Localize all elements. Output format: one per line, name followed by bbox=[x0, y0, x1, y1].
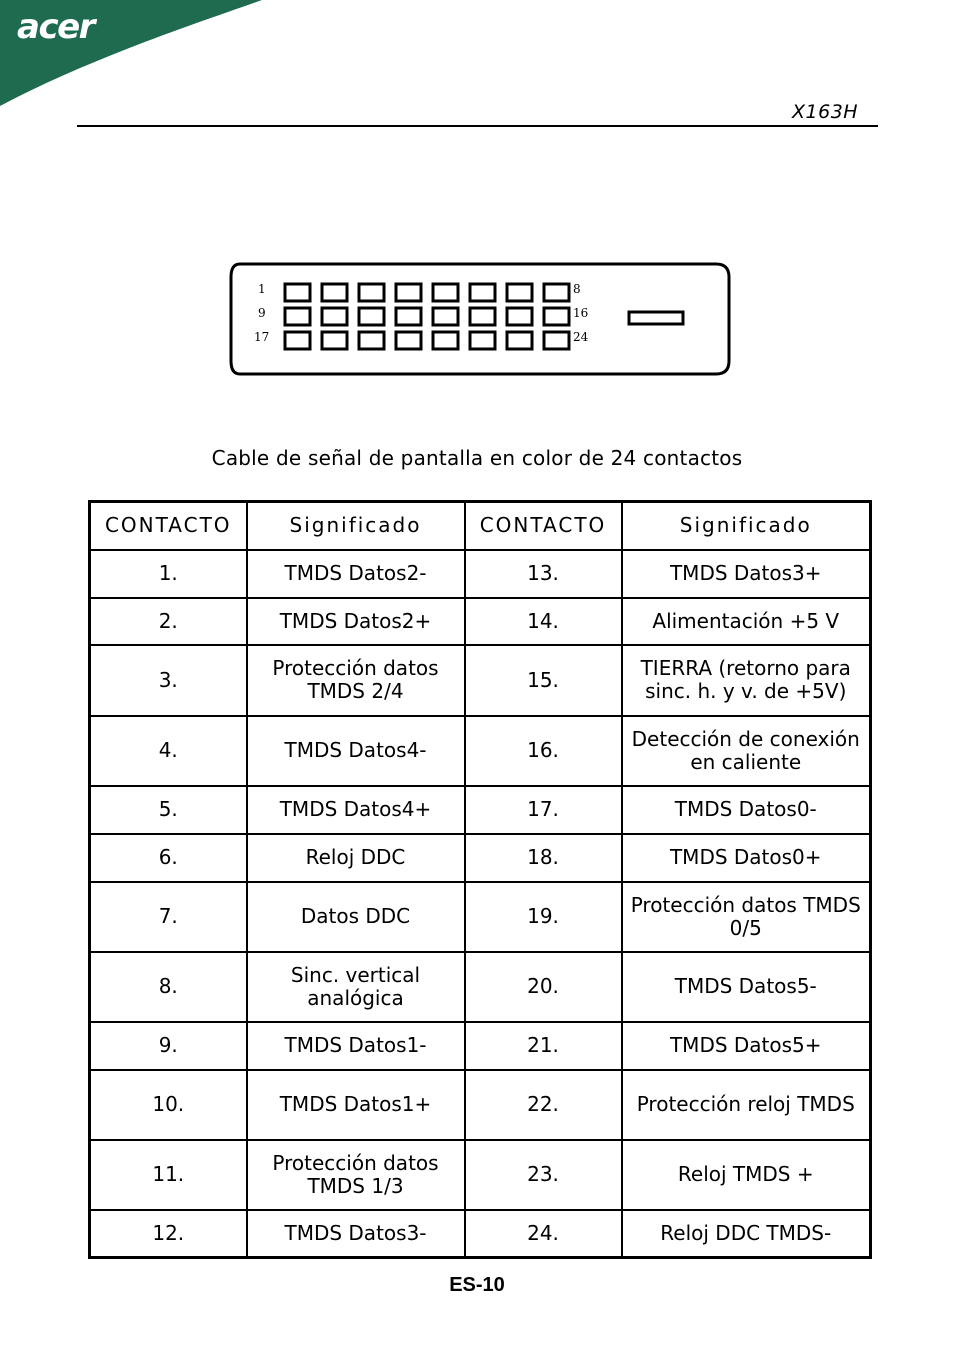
table-row bbox=[90, 1022, 871, 1070]
pin-cell: 13. bbox=[465, 550, 622, 598]
table-row bbox=[90, 598, 871, 645]
pin-label-24: 24 bbox=[573, 330, 589, 344]
signal-cell: TIERRA (retorno para sinc. h. y v. de +5V) bbox=[622, 645, 871, 716]
table-row bbox=[90, 716, 871, 786]
pin-cell: 6. bbox=[90, 834, 247, 882]
pin-contact-23 bbox=[507, 332, 532, 349]
pin-cell: 19. bbox=[465, 882, 622, 952]
pin-label-9: 9 bbox=[258, 306, 266, 320]
pin-contact-5 bbox=[433, 284, 458, 301]
signal-cell: TMDS Datos3+ bbox=[622, 550, 871, 598]
pin-contact-4 bbox=[396, 284, 421, 301]
table-row bbox=[90, 1070, 871, 1140]
signal-cell: TMDS Datos1+ bbox=[247, 1070, 465, 1140]
table-row bbox=[90, 550, 871, 598]
pin-cell: 22. bbox=[465, 1070, 622, 1140]
pin-contact-7 bbox=[507, 284, 532, 301]
pin-contact-16 bbox=[544, 308, 569, 325]
table-header-row bbox=[90, 502, 871, 550]
pin-cell: 4. bbox=[90, 716, 247, 786]
signal-cell: Reloj DDC TMDS- bbox=[622, 1210, 871, 1258]
pin-contact-22 bbox=[470, 332, 495, 349]
page-number: ES-10 bbox=[449, 1274, 505, 1296]
signal-cell: Protección datos TMDS 1/3 bbox=[247, 1140, 465, 1210]
signal-cell: Detección de conexión en caliente bbox=[622, 716, 871, 786]
connector-outline bbox=[231, 264, 729, 374]
pin-label-17: 17 bbox=[254, 330, 270, 344]
signal-cell: TMDS Datos0- bbox=[622, 786, 871, 834]
pin-contact-12 bbox=[396, 308, 421, 325]
pin-cell: 2. bbox=[90, 598, 247, 645]
signal-cell: Reloj TMDS + bbox=[622, 1140, 871, 1210]
pin-cell: 3. bbox=[90, 645, 247, 716]
pin-contact-2 bbox=[322, 284, 347, 301]
pin-contact-15 bbox=[507, 308, 532, 325]
pin-grid bbox=[285, 284, 569, 349]
dvi-connector-diagram bbox=[226, 260, 734, 380]
signal-cell: TMDS Datos2- bbox=[247, 550, 465, 598]
pin-cell: 17. bbox=[465, 786, 622, 834]
pin-cell: 24. bbox=[465, 1210, 622, 1258]
pin-contact-21 bbox=[433, 332, 458, 349]
pin-cell: 14. bbox=[465, 598, 622, 645]
pin-label-1: 1 bbox=[258, 282, 266, 296]
signal-cell: Sinc. vertical analógica bbox=[247, 952, 465, 1022]
pin-cell: 1. bbox=[90, 550, 247, 598]
pin-cell: 20. bbox=[465, 952, 622, 1022]
pin-cell: 11. bbox=[90, 1140, 247, 1210]
pin-contact-11 bbox=[359, 308, 384, 325]
table-row bbox=[90, 882, 871, 952]
signal-cell: TMDS Datos2+ bbox=[247, 598, 465, 645]
pin-contact-10 bbox=[322, 308, 347, 325]
pin-cell: 9. bbox=[90, 1022, 247, 1070]
pin-contact-8 bbox=[544, 284, 569, 301]
pin-label-8: 8 bbox=[573, 282, 581, 296]
model-name: X163H bbox=[792, 101, 859, 123]
pin-contact-17 bbox=[285, 332, 310, 349]
table-body bbox=[90, 550, 871, 1258]
table-row bbox=[90, 1140, 871, 1210]
signal-cell: Protección reloj TMDS bbox=[622, 1070, 871, 1140]
header-contacto-right: CONTACTO bbox=[465, 502, 622, 550]
header-contacto-left: CONTACTO bbox=[90, 502, 247, 550]
pin-cell: 15. bbox=[465, 645, 622, 716]
ground-blade bbox=[629, 312, 683, 324]
table-row bbox=[90, 645, 871, 716]
signal-cell: TMDS Datos5+ bbox=[622, 1022, 871, 1070]
header-divider bbox=[77, 125, 878, 127]
pin-cell: 21. bbox=[465, 1022, 622, 1070]
pin-contact-1 bbox=[285, 284, 310, 301]
pin-contact-3 bbox=[359, 284, 384, 301]
pin-cell: 8. bbox=[90, 952, 247, 1022]
signal-cell: Protección datos TMDS 2/4 bbox=[247, 645, 465, 716]
table-row bbox=[90, 786, 871, 834]
pin-cell: 23. bbox=[465, 1140, 622, 1210]
signal-cell: TMDS Datos4+ bbox=[247, 786, 465, 834]
pin-assignment-table bbox=[88, 500, 872, 1259]
pin-contact-6 bbox=[470, 284, 495, 301]
table-row bbox=[90, 952, 871, 1022]
table-row bbox=[90, 834, 871, 882]
signal-cell: TMDS Datos1- bbox=[247, 1022, 465, 1070]
pin-cell: 7. bbox=[90, 882, 247, 952]
signal-cell: TMDS Datos0+ bbox=[622, 834, 871, 882]
signal-cell: Datos DDC bbox=[247, 882, 465, 952]
pin-cell: 16. bbox=[465, 716, 622, 786]
signal-cell: Reloj DDC bbox=[247, 834, 465, 882]
header-significado-left: Significado bbox=[247, 502, 465, 550]
pin-contact-19 bbox=[359, 332, 384, 349]
pin-contact-9 bbox=[285, 308, 310, 325]
pin-contact-20 bbox=[396, 332, 421, 349]
signal-cell: TMDS Datos3- bbox=[247, 1210, 465, 1258]
pin-contact-18 bbox=[322, 332, 347, 349]
pin-cell: 10. bbox=[90, 1070, 247, 1140]
pin-contact-13 bbox=[433, 308, 458, 325]
connector-caption: Cable de señal de pantalla en color de 24 contactos bbox=[211, 446, 743, 470]
acer-logo-banner bbox=[0, 0, 300, 110]
signal-cell: Protección datos TMDS 0/5 bbox=[622, 882, 871, 952]
pin-contact-14 bbox=[470, 308, 495, 325]
pin-cell: 12. bbox=[90, 1210, 247, 1258]
pin-cell: 5. bbox=[90, 786, 247, 834]
signal-cell: TMDS Datos5- bbox=[622, 952, 871, 1022]
pin-label-16: 16 bbox=[573, 306, 589, 320]
pin-cell: 18. bbox=[465, 834, 622, 882]
acer-logo: acer bbox=[17, 7, 94, 47]
signal-cell: Alimentación +5 V bbox=[622, 598, 871, 645]
pin-contact-24 bbox=[544, 332, 569, 349]
header-significado-right: Significado bbox=[622, 502, 871, 550]
table-row bbox=[90, 1210, 871, 1258]
signal-cell: TMDS Datos4- bbox=[247, 716, 465, 786]
